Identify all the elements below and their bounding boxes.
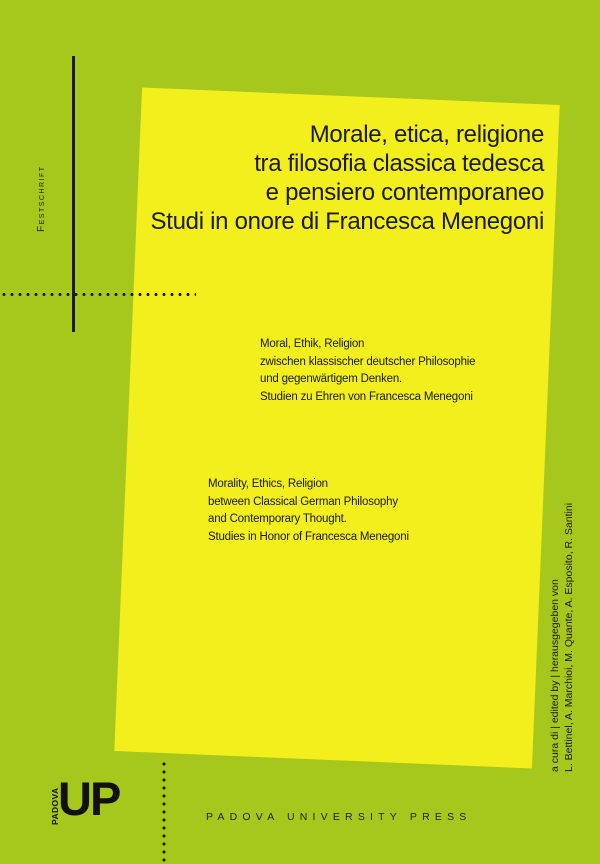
title-line: and Contemporary Thought. [208, 513, 347, 525]
title-italian [124, 120, 544, 236]
editors-label: a cura di | edited by | herausgegeben von [549, 579, 561, 772]
publisher-name: PADOVA UNIVERSITY PRESS [206, 811, 472, 823]
logo-mark: UP [58, 772, 120, 825]
title-line: Morale, etica, religione [309, 121, 544, 148]
title-line: Studies in Honor of Francesca Menegoni [208, 530, 409, 543]
horizontal-dotted-rule [0, 293, 196, 296]
title-german [260, 336, 475, 406]
title-line: zwischen klassischer deutscher Philosophie [260, 355, 476, 368]
title-english [208, 476, 409, 546]
title-line: Moral, Ethik, Religion [260, 338, 365, 350]
title-line: und gegenwärtigem Denken. [260, 373, 403, 385]
title-line: Studien zu Ehren von Francesca Menegoni [260, 390, 473, 403]
title-line: e pensiero contemporaneo [265, 179, 544, 206]
title-line: between Classical German Philosophy [208, 495, 398, 508]
title-line: Studi in onore di Francesca Menegoni [150, 208, 544, 235]
editors-credit [548, 452, 576, 772]
title-line: tra filosofia classica tedesca [254, 150, 544, 177]
series-label: Festschrift [36, 165, 47, 232]
vertical-dotted-rule [162, 760, 166, 864]
editors-names: L. Bettinel, A. Marchioi, M. Quante, A. Esposito, R. Santini [563, 502, 575, 772]
publisher-logo [50, 773, 128, 829]
logo-side-text: PADOVA [50, 787, 60, 825]
vertical-rule [72, 56, 75, 332]
title-line: Morality, Ethics, Religion [208, 478, 328, 490]
